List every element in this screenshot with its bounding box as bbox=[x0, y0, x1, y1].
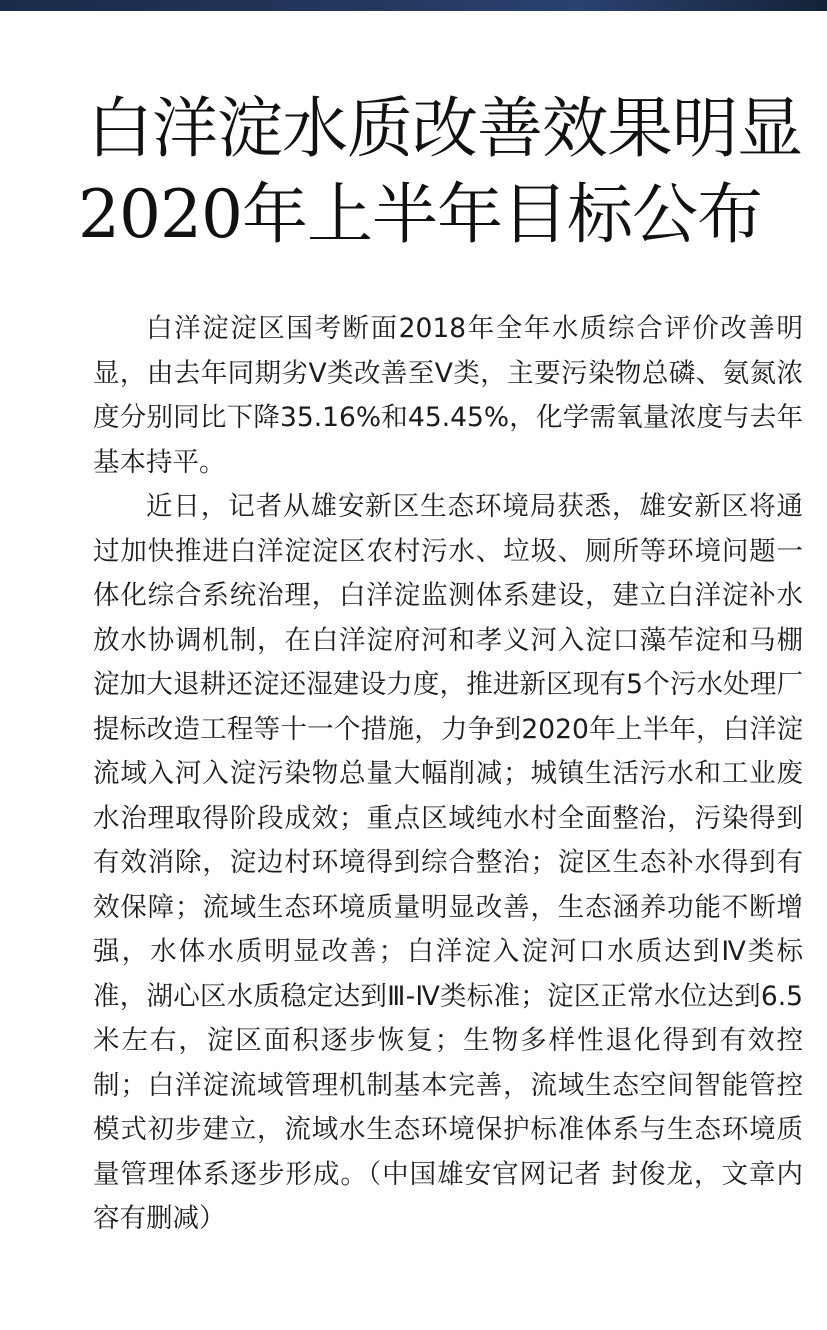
top-decorative-band bbox=[0, 0, 827, 11]
article-paragraph-2: 近日，记者从雄安新区生态环境局获悉，雄安新区将通过加快推进白洋淀淀区农村污水、垃圾、厕所等环境问题一体化综合系统治理，白洋淀监测体系建设，建立白洋淀补水放水协调机制，在白洋淀府河和孝义河入淀口藻苲淀和马棚淀加大退耕还淀还湿建设力度，推进新区现有5个污水处理厂提标改造工程等十一个措施，力争到2020年上半年，白洋淀流域入河入淀污染物总量大幅削减；城镇生活污水和工业废水治理取得阶段成效；重点区域纯水村全面整治，污染得到有效消除，淀边村环境得到综合整治；淀区生态补水得到有效保障；流域生态环境质量明显改善，生态涵养功能不断增强，水体水质明显改善；白洋淀入淀河口水质达到Ⅳ类标准，湖心区水质稳定达到Ⅲ-Ⅳ类标准；淀区正常水位达到6.5米左右，淀区面积逐步恢复；生物多样性退化得到有效控制；白洋淀流域管理机制基本完善，流域生态空间智能管控模式初步建立，流域水生态环境保护标准体系与生态环境质量管理体系逐步形成。（中国雄安官网记者 封俊龙，文章内容有删减） bbox=[93, 491, 803, 1234]
article-paragraph-1: 白洋淀淀区国考断面2018年全年水质综合评价改善明显，由去年同期劣Ⅴ类改善至Ⅴ类，主要污染物总磷、氨氮浓度分别同比下降35.16%和45.45%，化学需氧量浓度与去年基本持平。 bbox=[93, 313, 803, 478]
headline-line-1: 白洋淀水质改善效果明显 bbox=[87, 90, 802, 167]
headline-line-2: 2020年上半年目标公布 bbox=[78, 176, 762, 253]
headline bbox=[60, 86, 820, 258]
article-body bbox=[93, 307, 803, 1242]
